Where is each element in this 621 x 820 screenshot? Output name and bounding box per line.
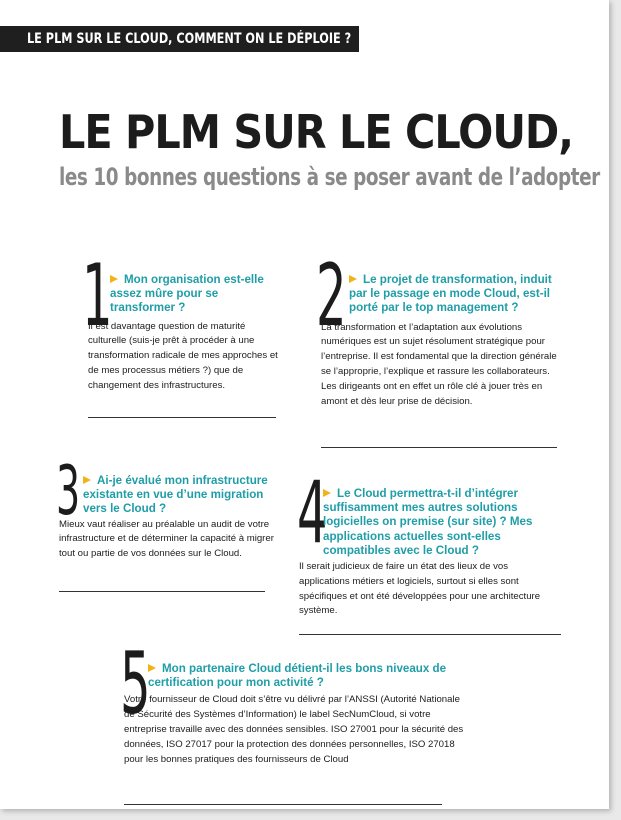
question-number-5: 5 — [120, 634, 151, 734]
page-subtitle: les 10 bonnes questions à se poser avant de l’adopter — [59, 163, 600, 191]
question-body-1: Il est davantage question de maturité culturelle (suis-je prêt à procéder à une transformation radicale de mes approches et de mes processus métiers ?) que de changement des infrastructures. — [88, 320, 278, 391]
question-title-2: Le projet de transformation, induit par le passage en mode Cloud, est-il porté par le top management ? — [349, 273, 552, 315]
question-block-2 — [321, 273, 557, 409]
question-body-3: Mieux vaut réaliser au préalable un audit de votre infrastructure et de déterminer la capacité à migrer tout ou partie de vos données sur le Cloud. — [59, 518, 274, 560]
question-body-5: Votre fournisseur de Cloud doit s’être vu délivré par l’ANSSI (Autorité Nationale de Sécurité des Systèmes d’Information) le label SecNumCloud, si votre entreprise travaille avec des données sensibles. ISO 27001 pour la sécurité des données, ISO 27017 pour la protection des données personnelles, ISO 27018 pour les bonnes pratiques des fournisseurs de Cloud — [124, 694, 464, 765]
arrow-icon — [148, 664, 156, 672]
arrow-icon — [349, 275, 357, 283]
question-title-4: Le Cloud permettra-t-il d’intégrer suffisamment mes autres solutions logicielles on premise (sur site) ? Mes applications actuelles sont-elles compatibles avec le Cloud ? — [323, 487, 533, 557]
question-block-3 — [59, 474, 274, 562]
section-label: LE PLM SUR LE CLOUD, COMMENT ON LE DÉPLOIE ? — [27, 31, 352, 47]
question-number-4: 4 — [297, 463, 328, 563]
page-title: LE PLM SUR LE CLOUD, — [59, 105, 574, 159]
question-block-4 — [299, 487, 555, 619]
question-number-1: 1 — [82, 246, 113, 346]
question-title-3: Ai-je évalué mon infrastructure existante en vue d’une migration vers le Cloud ? — [83, 474, 268, 516]
divider-5 — [124, 804, 442, 805]
divider-1 — [88, 417, 276, 418]
question-title-1: Mon organisation est-elle assez mûre pour se transformer ? — [110, 273, 264, 315]
question-body-2: La transformation et l’adaptation aux évolutions numériques est un sujet résolument stratégique pour l’entreprise. Il est fondamental que la direction générale se l’approprie, l’explique et rassure les collaborateurs. Les dirigeants ont en effet un rôle clé à jouer très en amont et dès leur prise de décision. — [321, 321, 557, 407]
arrow-icon — [323, 489, 331, 497]
section-header-bar — [0, 26, 359, 52]
divider-4 — [299, 634, 561, 635]
divider-3 — [59, 591, 265, 592]
question-block-5 — [124, 662, 464, 767]
question-body-4: Il serait judicieux de faire un état des lieux de vos applications métiers et logiciels, surtout si elles sont spécifiques et ont été développées pour une architecture système. — [299, 561, 541, 617]
question-number-3: 3 — [56, 452, 81, 531]
arrow-icon — [83, 476, 91, 484]
question-number-2: 2 — [316, 246, 347, 346]
question-title-5: Mon partenaire Cloud détient-il les bons niveaux de certification pour mon activité ? — [148, 662, 447, 690]
divider-2 — [321, 447, 557, 448]
question-block-1 — [88, 273, 280, 394]
arrow-icon — [110, 275, 118, 283]
